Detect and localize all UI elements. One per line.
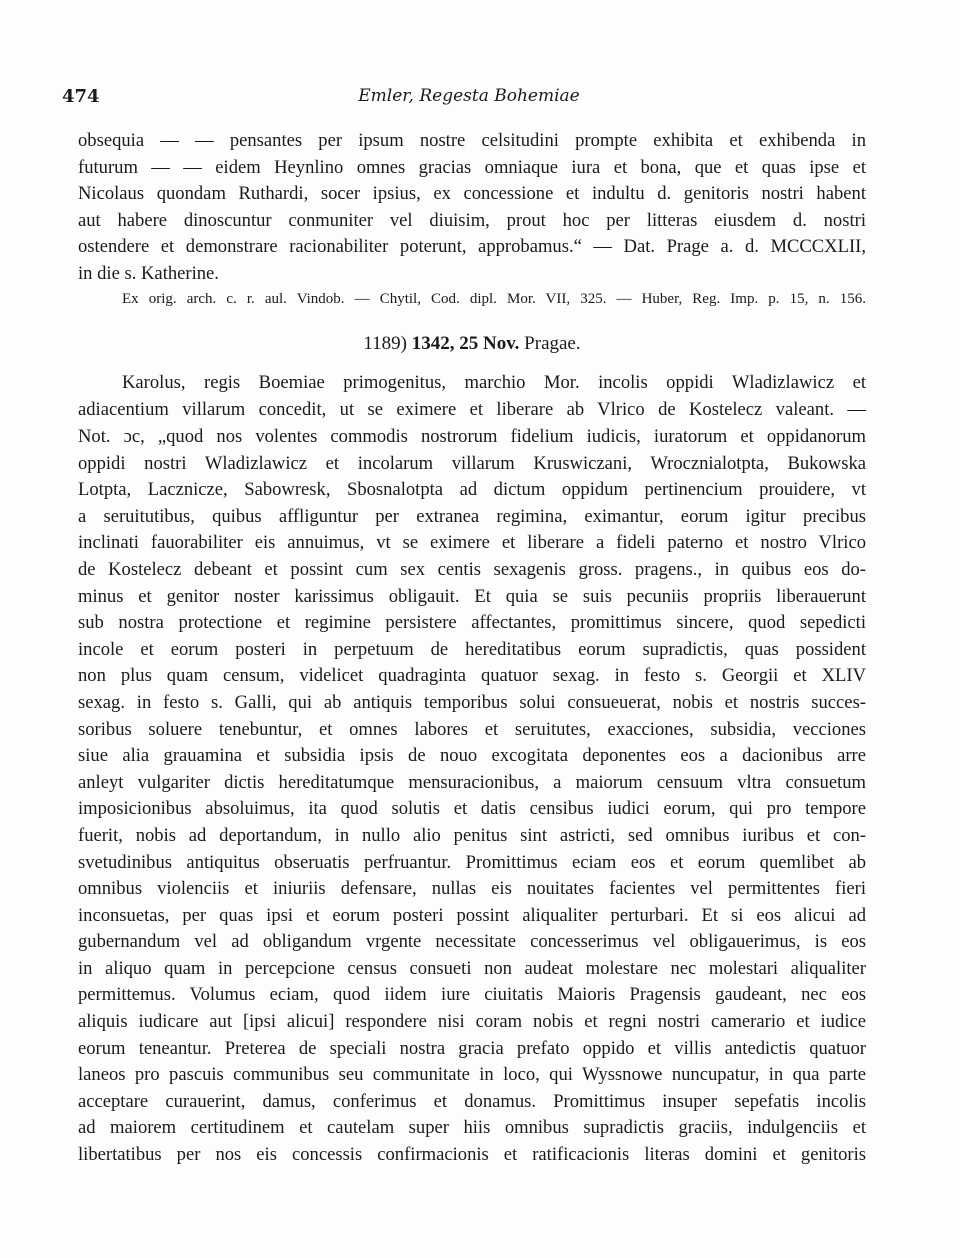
text-line: ostendere et demonstrare racionabiliter poterunt, approbamus.“ — Dat. Prage a. d. MCCCXLII, [78, 236, 866, 258]
body-line: sub nostra protectione et regimine persistere affectantes, promittimus sincere, quod sepedicti [78, 612, 866, 634]
entry-heading [78, 330, 866, 358]
body-line: libertatibus per nos eis concessis confirmacionis et ratificacionis literas domini et genitoris [78, 1144, 866, 1166]
text-line: aut habere dinoscuntur conmuniter vel diuisim, prout hoc per litteras eiusdem d. nostri [78, 209, 866, 231]
body-line: sexag. in festo s. Galli, qui ab antiquis temporibus solui consueuerat, nobis et nostris succes- [78, 691, 866, 713]
body-line: minus et genitor noster karissimus obligauit. Et quia se suis pecuniis propriis liberauerunt [78, 585, 866, 607]
body-line: anleyt vulgariter dictis hereditatumque mensuracionibus, a maiorum censuum vltra consuetum [78, 771, 866, 793]
body-line: gubernandum vel ad obligandum vrgente necessitate concesserimus vel obligauerimus, is eos [78, 931, 866, 953]
body-line: omnibus violenciis et iniuriis defensare, nullas eis nouitates facientes vel permittentes fieri [78, 878, 866, 900]
body-line: aliquis iudicare aut [ipsi alicui] respondere nisi coram nobis et regni nostri camerario et iudice [78, 1011, 866, 1033]
page-header [62, 86, 876, 116]
page-number: 474 [62, 86, 100, 107]
body-line: inclinati fauorabiliter eis annuimus, vt se eximere et liberare a fideli paterno et nostro Vlrico [78, 532, 866, 554]
entry-body [78, 424, 866, 1169]
body-line: Lotpta, Lacznicze, Sabowresk, Sbosnalotpta ad dictum oppidum pertinencium prouidere, vt [78, 479, 866, 501]
body-line: incole et eorum posteri in perpetuum de hereditatibus eorum supradictis, quas possident [78, 638, 866, 660]
body-line: eorum teneantur. Preterea de speciali nostra gracia prefato oppido et villis antedictis quatuor [78, 1037, 866, 1059]
summary-line: Karolus, regis Boemiae primogenitus, marchio Mor. incolis oppidi Wladizlawicz et [122, 372, 866, 393]
body-line: non plus quam censum, videlicet quadraginta quatuor sexag. in festo s. Georgii et XLIV [78, 665, 866, 687]
text-line: obsequia — — pensantes per ipsum nostre celsitudini prompte exhibita et exhibenda in [78, 130, 866, 151]
body-line: ad maiorem certitudinem et cautelam super hiis omnibus supradictis graciis, indulgenciis et [78, 1117, 866, 1139]
source-citation: Ex orig. arch. c. r. aul. Vindob. — Chytil, Cod. dipl. Mor. VII, 325. — Huber, Reg. Imp. p. 15, n. 156. [122, 290, 866, 307]
body-line: svetudinibus antiquitus obseruatis perfruantur. Promittimus eciam eos et eorum quemlibet ab [78, 851, 866, 873]
summary-line: adiacentium villarum concedit, ut se eximere et liberare ab Vlrico de Kostelecz valeant. — [78, 398, 866, 420]
entry-date: 1342, 25 Nov. [411, 333, 520, 354]
text-line: in die s. Katherine. [78, 262, 219, 284]
body-line: soribus soluere tenebuntur, et omnes labores et seruitutes, exacciones, subsidia, vecciones [78, 718, 866, 740]
entry-summary [78, 370, 866, 423]
body-line: permittemus. Volumus eciam, quod iidem iure ciuitatis Maioris Pragensis gaudeant, nec eos [78, 984, 866, 1006]
body-line: a seruitutibus, quibus affliguntur per extranea regimina, eximantur, eorum igitur precibus [78, 505, 866, 527]
body-line: de Kostelecz debeant et possint cum sex centis sexagenis gross. pragens., in quibus eos do- [78, 558, 866, 580]
body-line: fuerit, nobis ad deportandum, in nullo alio penitus sint astricti, sed omnibus iuribus et con- [78, 824, 866, 846]
continuation-text [78, 128, 866, 310]
body-line: inconsuetas, per quas ipsi et eorum posteri possint aliqualiter perturbari. Et si eos alicui ad [78, 904, 866, 926]
body-line: in aliquo quam in percepcione census consueti non audeat molestare nec molestari aliqualiter [78, 957, 866, 979]
body-line: laneos pro pascuis communibus seu communitate in loco, qui Wyssnowe nuncupatur, in qua parte [78, 1064, 866, 1086]
running-title: Emler, Regesta Bohemiae [358, 86, 580, 106]
body-line: acceptare curauerint, damus, conferimus et donamus. Promittimus insuper sepefatis incolis [78, 1090, 866, 1112]
body-line: Not. ɔc, „quod nos volentes commodis nostrorum fidelium iudicis, iuratorum et oppidanorum [78, 426, 866, 447]
body-line: oppidi nostri Wladizlawicz et incolarum villarum Kruswiczani, Wrocznialotpta, Bukowska [78, 452, 866, 474]
text-line: futurum — — eidem Heynlino omnes gracias omniaque iura et bona, que et quas ipse et [78, 156, 866, 178]
text-line: Nicolaus quondam Ruthardi, socer ipsius, ex concessione et indultu d. genitoris nostri habent [78, 183, 866, 205]
entry-number: 1189) [363, 333, 407, 354]
body-line: siue alia grauamina et subsidia ipsis de nouo excogitata deponentes eos a dacionibus arre [78, 745, 866, 767]
body-line: imposicionibus absoluimus, ita quod solutis et datis censibus iudici eorum, qui pro tempore [78, 798, 866, 820]
entry-place: Pragae. [524, 333, 581, 354]
